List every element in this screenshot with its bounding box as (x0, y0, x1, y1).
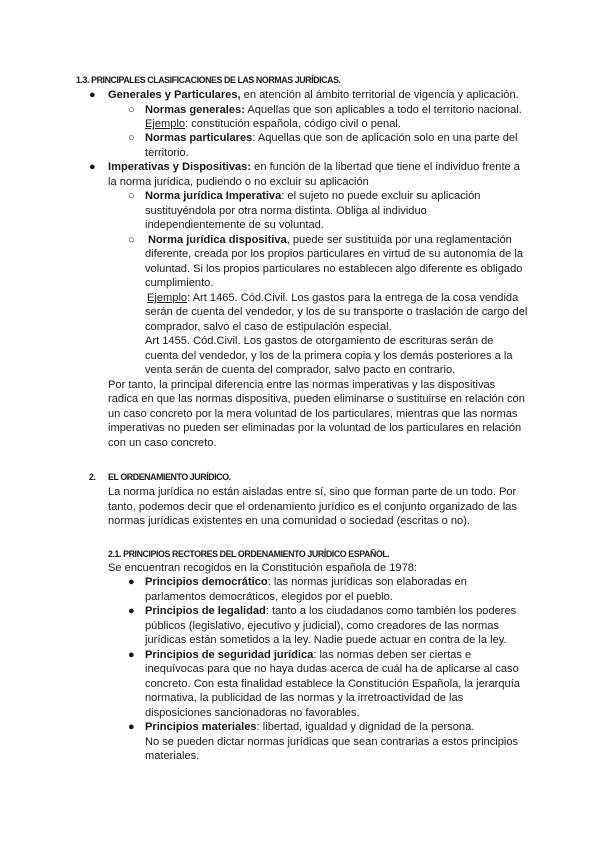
text-line: jurídicas están sometidos a la ley. Nadie puede actuar en contra de la ley. (145, 634, 507, 646)
circle-bullet-icon: ○ (128, 104, 135, 116)
bullet-icon: ● (89, 161, 96, 173)
list-item-generales: Generales y Particulares, en atención al ámbito territorial de vigencia y aplicación. (108, 89, 519, 101)
example-normas-generales: Ejemplo: constitución española, código civil o penal. (145, 118, 401, 130)
text-line: voluntad. Si los propios particulares no establecen algo diferente es obligado (145, 263, 523, 275)
list-item-imperativas: Imperativas y Dispositivas: en función de la libertad que tiene el individuo frente a (108, 161, 520, 173)
text-line: con un caso concreto. (108, 437, 217, 449)
principle-legalidad: Principios de legalidad: tanto a los ciudadanos como también los poderes (145, 605, 517, 617)
section-heading-2-1: 2.1. PRINCIPIOS RECTORES DEL ORDENAMIENTO JURÍDICO ESPAÑOL. (108, 549, 390, 560)
bullet-icon: ● (128, 721, 135, 733)
text-line: cuenta del vendedor, y los de la primera copia y los demás posteriores a la (145, 350, 513, 362)
text-line: normas jurídicas existentes en una comunidad o sociedad (escritas o no). (108, 515, 470, 527)
bullet-icon: ● (128, 649, 135, 661)
text-line: inequívocas para que no haya dudas acerca de cuál ha de aplicarse al caso (145, 663, 519, 675)
text-line: No se pueden dictar normas jurídicas que sean contrarias a estos principios (145, 736, 519, 748)
text-line: materiales. (145, 750, 200, 762)
sub-item-imperativa: Norma jurídica Imperativa: el sujeto no puede excluir su aplicación (145, 190, 481, 202)
bullet-icon: ● (89, 89, 96, 101)
text-line: públicos (legislativo, ejecutivo y judicial), como creadores de las normas (145, 620, 499, 632)
text-line: disposiciones sancionadoras no favorables. (145, 707, 360, 719)
section-heading-1-3: 1.3. PRINCIPALES CLASIFICACIONES DE LAS NORMAS JURÍDICAS. (76, 75, 341, 86)
text-line: sustituyéndola por otra norma distinta. Obliga al individuo (145, 205, 427, 217)
circle-bullet-icon: ○ (128, 234, 135, 246)
principle-seguridad-juridica: Principios de seguridad jurídica: las normas deben ser ciertas e (145, 649, 472, 661)
principle-materiales: Principios materiales: libertad, igualdad y dignidad de la persona. (145, 721, 475, 733)
text-line: venta serán de cuenta del comprador, salvo pacto en contrario. (145, 364, 456, 376)
text-line: comprador, salvo el caso de estipulación especial. (145, 321, 392, 333)
text-line: concreto. Con esta finalidad establece la Constitución Española, la jerarquía (145, 678, 520, 690)
text-line: radica en que las normas dispositiva, pueden eliminarse o sustituirse en relación con (108, 393, 525, 405)
text-line: imperativas no pueden ser eliminadas por la voluntad de los particulares en relación (108, 422, 522, 434)
text-line: Se encuentran recogidos en la Constitución española de 1978: (108, 562, 417, 574)
sub-item-normas-particulares: Normas particulares: Aquellas que son de aplicación solo en una parte del (145, 132, 518, 144)
sub-item-dispositiva: Norma jurídica dispositiva, puede ser sustituida por una reglamentación (148, 234, 512, 246)
text-line: diferente, creada por los propios particulares en virtud de su autonomía de la (145, 248, 524, 260)
text-line: Art 1455. Cód.Civil. Los gastos de otorgamiento de escrituras serán de (145, 335, 494, 347)
text-line: territorio. (145, 147, 189, 159)
bullet-icon: ● (128, 576, 135, 588)
text-line: independientemente de su voluntad. (145, 219, 324, 231)
text-line: normativa, la publicidad de las normas y la irretroactividad de las (145, 692, 464, 704)
principle-democratico: Principios democrático: las normas jurídicas son elaboradas en (145, 576, 467, 588)
text-line: Por tanto, la principal diferencia entre las normas imperativas y las dispositivas (108, 379, 496, 391)
example-dispositiva: Ejemplo: Art 1465. Cód.Civil. Los gastos para la entrega de la cosa vendida (147, 292, 519, 304)
section-heading-2: EL ORDENAMIENTO JURÍDICO. (108, 472, 231, 483)
text-line: La norma jurídica no están aisladas entre sí, sino que forman parte de un todo. Por (108, 486, 517, 498)
sub-item-normas-generales: Normas generales: Aquellas que son aplicables a todo el territorio nacional. (145, 104, 522, 116)
text-line: parlamentos democráticos, elegidos por el pueblo. (145, 591, 393, 603)
text-line: tanto, podemos decir que el ordenamiento jurídico es el conjunto organizado de las (108, 501, 517, 513)
text-line: cumplimiento. (145, 277, 214, 289)
text-line: serán de cuenta del vendedor, y los de su transporte o traslación de cargo del (145, 306, 528, 318)
circle-bullet-icon: ○ (128, 132, 135, 144)
circle-bullet-icon: ○ (128, 190, 135, 202)
text-line: la norma jurídica, pudiendo o no excluir su aplicación (108, 176, 369, 188)
section-number-2: 2. (89, 472, 96, 483)
bullet-icon: ● (128, 605, 135, 617)
text-line: un caso concreto por la mera voluntad de los particulares, mientras que las normas (108, 408, 518, 420)
